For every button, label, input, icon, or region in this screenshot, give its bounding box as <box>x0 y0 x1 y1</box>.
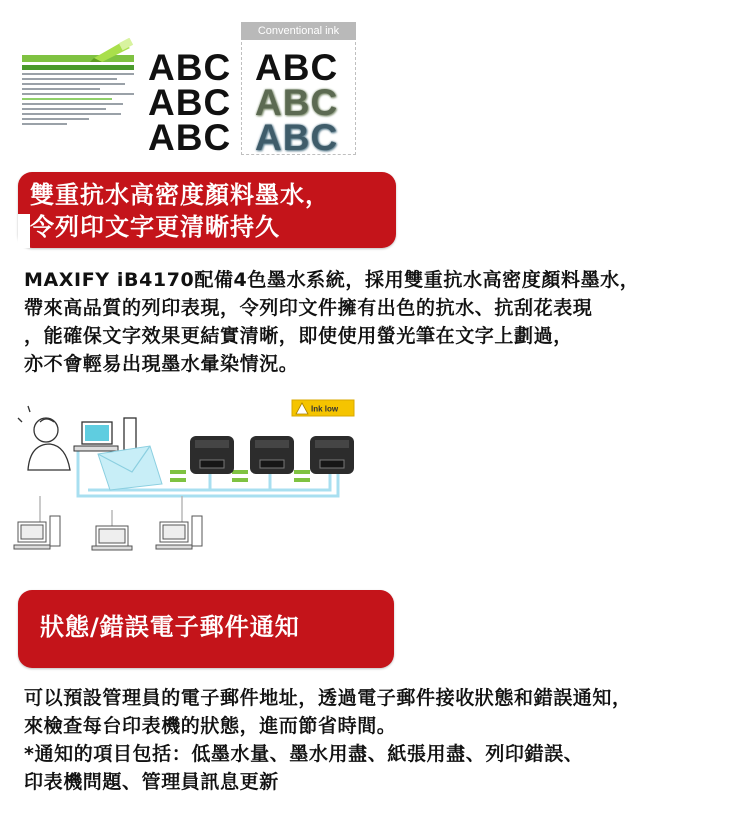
section2-heading: 狀態/錯誤電子郵件通知 <box>40 613 300 641</box>
sample-document <box>22 55 134 155</box>
section1-body-line: ，能確保文字效果更結實清晰，即使使用螢光筆在文字上劃過， <box>24 325 573 347</box>
email-envelope-icon <box>98 446 162 490</box>
client-computer-icon-1 <box>14 516 60 549</box>
section1-body-line: 帶來高品質的列印表現，令列印文件擁有出色的抗水、抗刮花表現 <box>24 297 593 319</box>
ink-low-label: Ink low <box>311 404 339 414</box>
highlighter-pen-icon <box>90 38 134 62</box>
abc-conventional-green: ABC <box>255 83 338 123</box>
email-notification-diagram <box>0 392 750 567</box>
section1-body-line: 亦不會輕易出現墨水暈染情況。 <box>24 353 299 375</box>
doc-subtitle-bar <box>22 65 134 70</box>
conventional-ink-label: Conventional ink <box>241 22 356 40</box>
section2-body <box>24 684 744 796</box>
section1-heading-line2: 令列印文字更清晰持久 <box>30 212 288 243</box>
printer-icon-3 <box>310 436 354 474</box>
section1-body <box>24 266 744 378</box>
abc-pigment-plain: ABC <box>148 47 232 88</box>
section2-body-line: 印表機問題、管理員訊息更新 <box>24 771 279 793</box>
administrator-person-icon <box>18 406 70 470</box>
abc-pigment-green: ABC <box>148 83 231 123</box>
ink-comparison-illustration <box>0 0 750 165</box>
section1-heading-banner <box>18 172 396 248</box>
section1-body-line: MAXIFY iB4170配備4色墨水系統，採用雙重抗水高密度顏料墨水， <box>24 269 640 291</box>
printer-icon-2 <box>250 436 294 474</box>
abc-conventional-plain: ABC <box>255 47 339 88</box>
abc-pigment-blue: ABC <box>148 118 231 158</box>
section2-body-line: 來檢查每台印表機的狀態，進而節省時間。 <box>24 715 397 737</box>
client-computer-icon-2 <box>92 526 132 550</box>
section2-body-line: *通知的項目包括：低墨水量、墨水用盡、紙張用盡、列印錯誤、 <box>24 743 584 765</box>
section2-body-line: 可以預設管理員的電子郵件地址，透過電子郵件接收狀態和錯誤通知， <box>24 687 632 709</box>
abc-conventional-blue: ABC <box>255 118 338 158</box>
ink-low-alert-badge <box>292 400 354 416</box>
client-computer-icon-3 <box>156 516 202 549</box>
admin-computer-icon <box>74 418 136 451</box>
printer-icon-1 <box>190 436 234 474</box>
section1-heading-line1: 雙重抗水高密度顏料墨水， <box>30 181 330 209</box>
section2-heading-banner <box>18 590 394 668</box>
